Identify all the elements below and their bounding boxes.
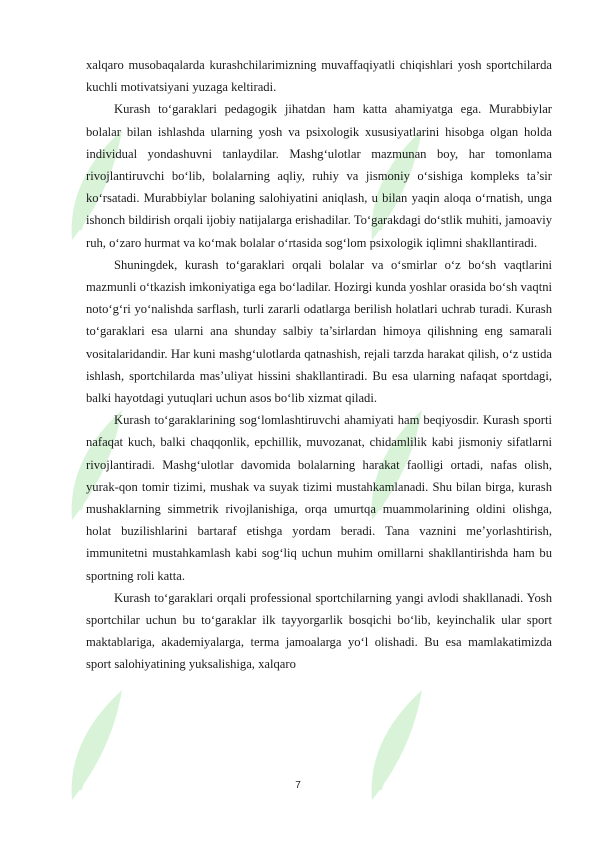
paragraph: Kurash to‘garaklari orqali professional sportchilarning yangi avlodi shakllanadi. Yosh sportchilar uchun bu to‘garaklar ilk tayyorgarlik bosqichi bo‘lib, keyinchalik ular sport maktablariga, akademiyalarga, terma jamoalarga yo‘l olishadi. Bu esa mamlakatimizda sport salohiyatining yuksalishiga, xalqaro bbox=[86, 590, 552, 672]
paragraph: Kurash to‘garaklarining sog‘lomlashtiruvchi ahamiyati ham beqiyosdir. Kurash sporti nafaqat kuch, balki chaqqonlik, epchillik, muvozanat, chidamlilik kabi jismoniy sifatlarni rivojlantiradi. Mashg‘ulotlar davomida bolalarning harakat faolligi ortadi, nafas olish, yurak-qon tomir tizimi, mushak va suyak tizimi mustahkamlanadi. Shu bilan birga, kurash mushaklarning simmetrik rivojlanishiga, orqa umurtqa muammolarining oldini olishga, holat buzilishlarini bartaraf etishga yordam beradi. Tana vaznini me’yorlashtirish, immunitetni mustahkamlash kabi sog‘liq uchun muhim omillarni shakllantirishda ham bu sportning roli katta. bbox=[86, 413, 552, 583]
paragraph: Shuningdek, kurash to‘garaklari orqali bolalar va o‘smirlar o‘z bo‘sh vaqtlarini mazmunli o‘tkazish imkoniyatiga ega bo‘ladilar. Hozirgi kunda yoshlar orasida bo‘sh vaqtni noto‘g‘ri yo‘nalishda sarflash, turli zararli odatlarga berilish holatlari uchrab turadi. Kurash to‘garaklari esa ularni ana shunday salbiy ta’sirlardan himoya qilishning eng samarali vositalaridandir. Har kuni mashg‘ulotlarda qatnashish, rejali tarzda harakat qilish, o‘z ustida ishlash, sportchilarda mas’uliyat hissini shakllantiradi. Bu esa ularning nafaqat sportdagi, balki hayotdagi yutuqlari uchun asos bo‘lib xizmat qiladi. bbox=[86, 257, 552, 406]
body-text bbox=[86, 54, 552, 676]
page-number: 7 bbox=[295, 780, 301, 791]
paragraph: xalqaro musobaqalarda kurashchilarimizning muvaffaqiyatli chiqishlari yosh sportchilarda kuchli motivatsiyani yuzaga keltiradi. bbox=[86, 58, 552, 95]
paragraph: Kurash to‘garaklari pedagogik jihatdan ham katta ahamiyatga ega. Murabbiylar bolalar bilan ishlashda ularning yosh va psixologik xususiyatlarini hisobga olgan holda individual yondashuvni tanlaydilar. Mashg‘ulotlar mazmunan boy, har tomonlama rivojlantiruvchi bo‘lib, bolalarning aqliy, ruhiy va jismoniy o‘sishiga kompleks ta’sir ko‘rsatadi. Murabbiylar bolaning salohiyatini aniqlash, u bilan yaqin aloqa o‘rnatish, unga ishonch bildirish orqali ijobiy natijalarga erishadilar. To‘garakdagi do‘stlik muhiti, jamoaviy ruh, o‘zaro hurmat va ko‘mak bolalar o‘rtasida sog‘lom psixologik iqlimni shakllantiradi. bbox=[86, 102, 552, 250]
